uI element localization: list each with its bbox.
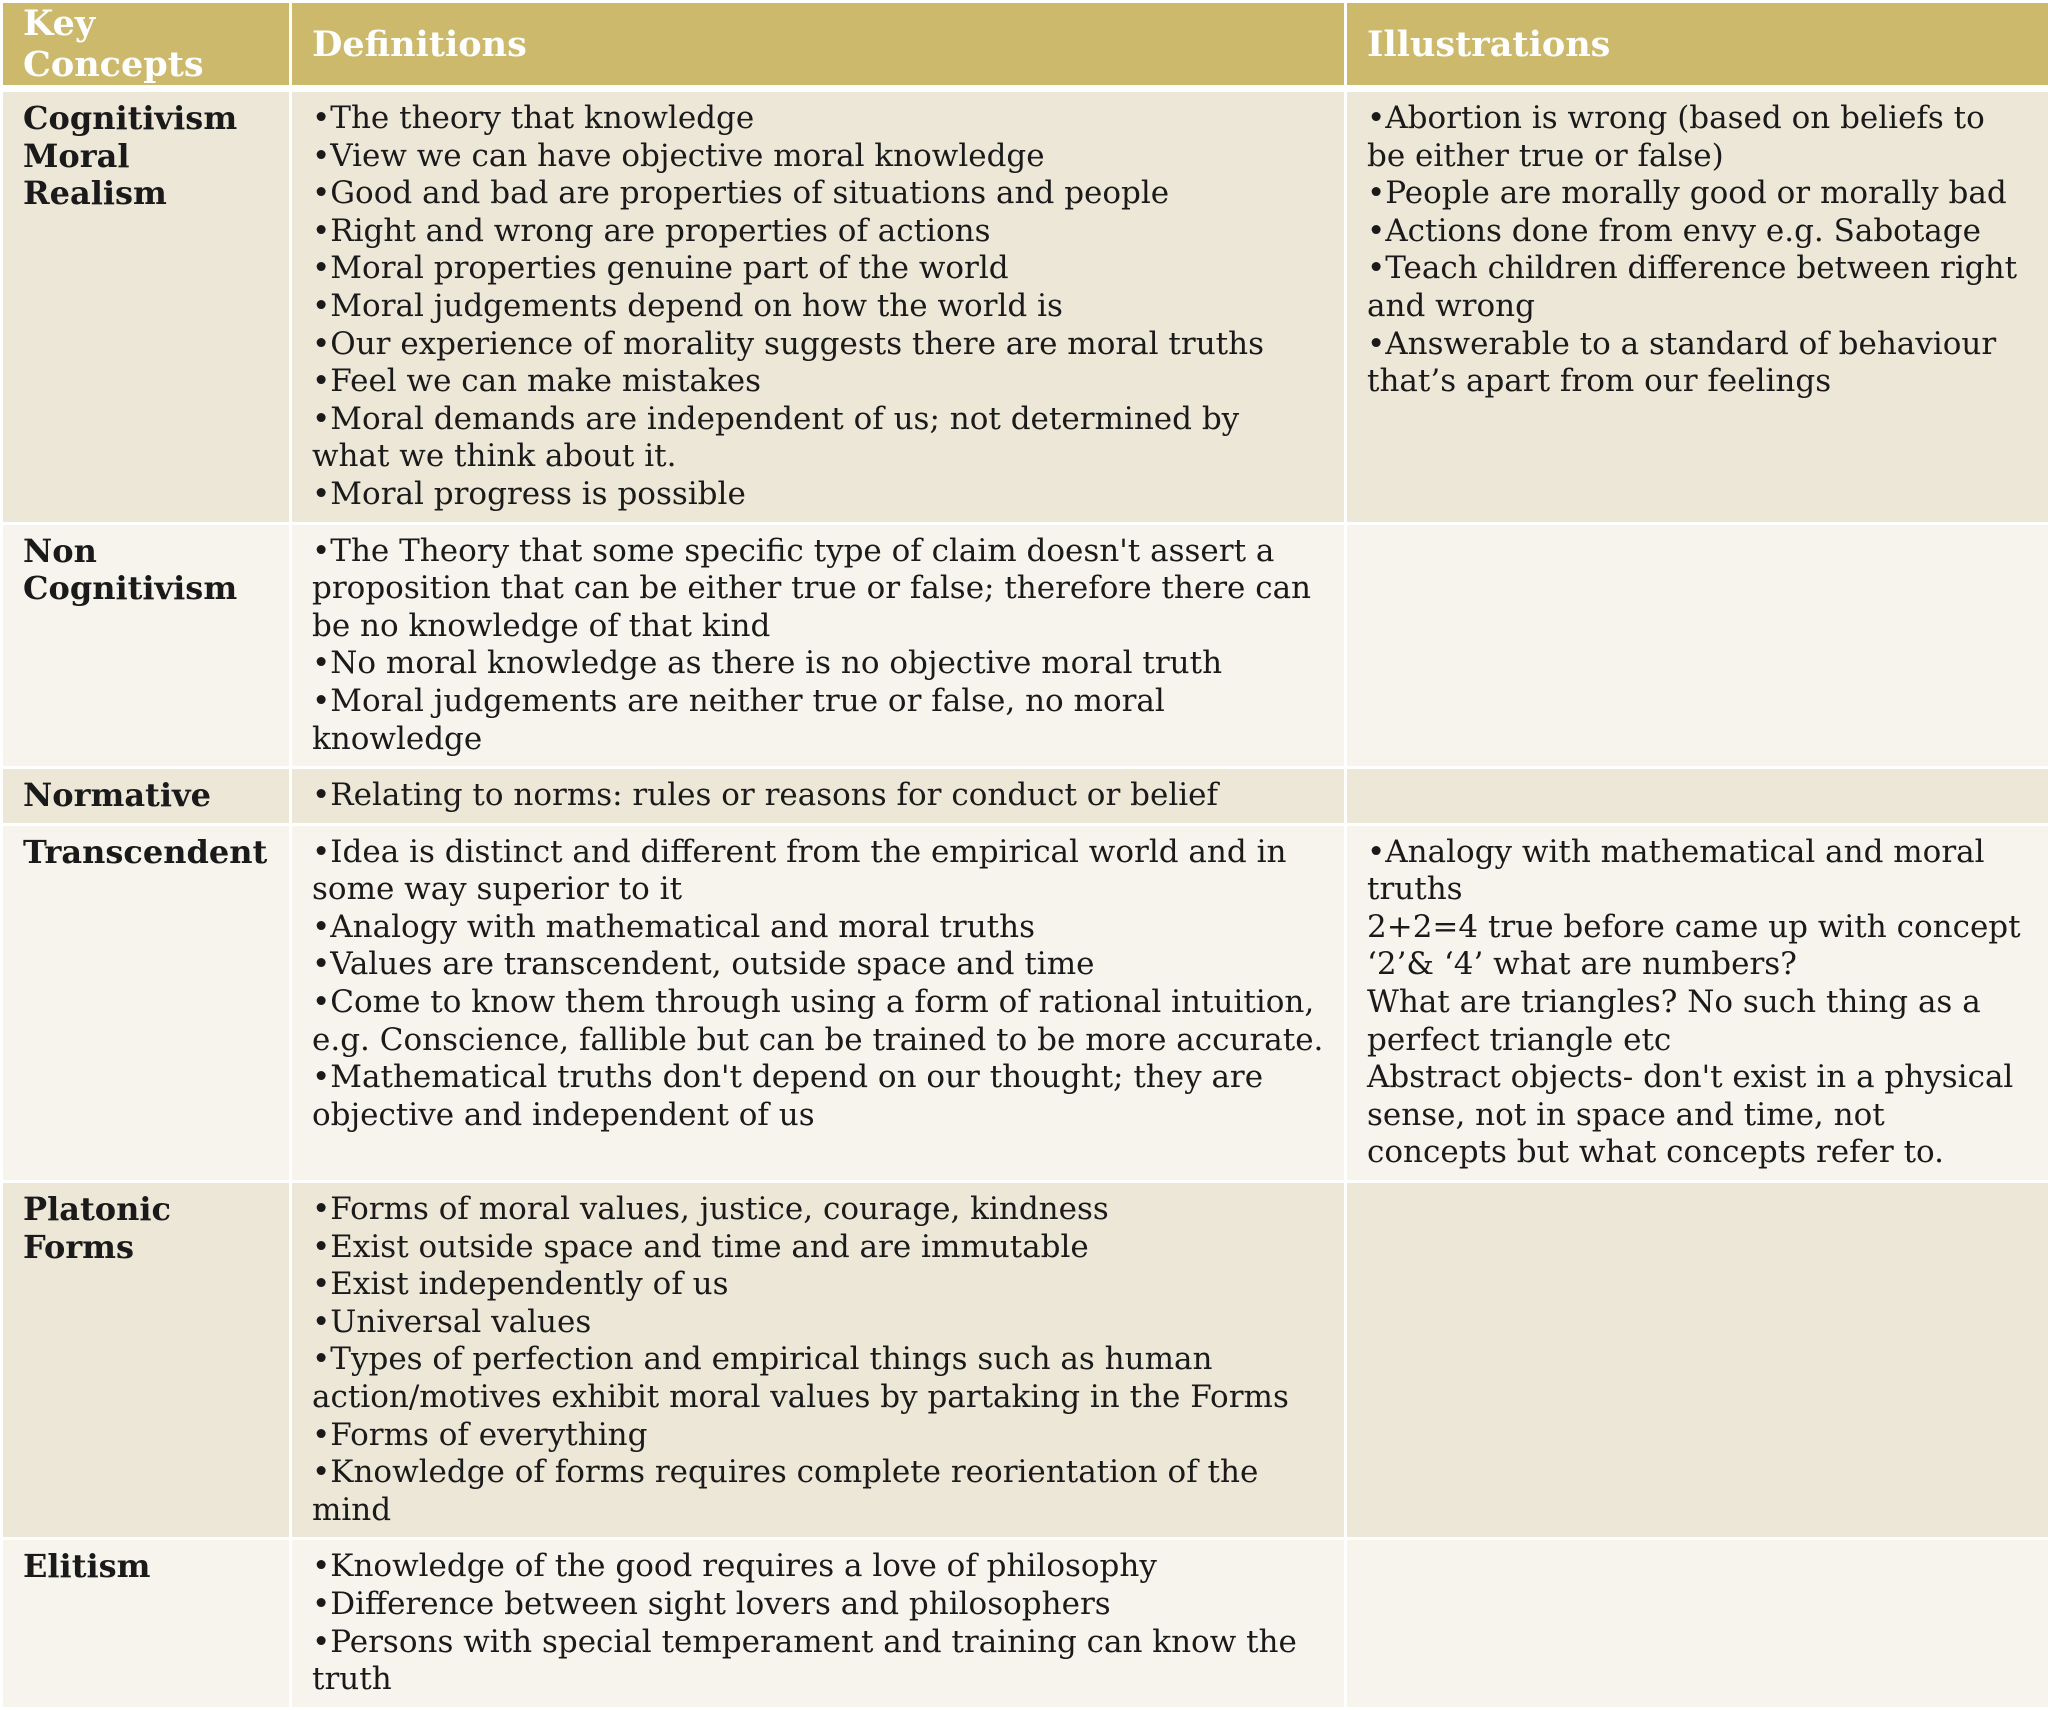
bullet-line: •People are morally good or morally bad: [1367, 175, 2028, 213]
bullet-line: 2+2=4 true before came up with concept ‘2’& ‘4’ what are numbers?: [1367, 909, 2028, 984]
definitions-cell: [291, 824, 1346, 1181]
bullet-line: •Abortion is wrong (based on beliefs to be either true or false): [1367, 100, 2028, 175]
illustrations-cell: [1346, 824, 2048, 1181]
bullet-line: •Teach children difference between right and wrong: [1367, 250, 2028, 325]
bullet-line: •Moral judgements depend on how the world is: [312, 288, 1324, 326]
bullet-line: •Come to know them through using a form of rational intuition, e.g. Conscience, fallible but can be trained to be more accurate.: [312, 984, 1324, 1059]
bullet-line: •No moral knowledge as there is no objective moral truth: [312, 645, 1324, 683]
concept-line: Cognitivism: [23, 100, 269, 138]
concept-cell: [2, 1182, 291, 1539]
bullet-line: •Forms of everything: [312, 1417, 1324, 1455]
bullet-line: •Actions done from envy e.g. Sabotage: [1367, 213, 2028, 251]
bullet-line: •Knowledge of the good requires a love of philosophy: [312, 1548, 1324, 1586]
bullet-line: Abstract objects- don't exist in a physical sense, not in space and time, not concepts but what concepts refer to.: [1367, 1059, 2028, 1172]
definitions-cell: [291, 523, 1346, 768]
bullet-line: •Analogy with mathematical and moral truths: [312, 909, 1324, 947]
bullet-line: •Moral demands are independent of us; not determined by what we think about it.: [312, 401, 1324, 476]
bullet-line: •Exist outside space and time and are immutable: [312, 1229, 1324, 1267]
bullet-line: •The Theory that some specific type of claim doesn't assert a proposition that can be either true or false; therefore there can be no knowledge of that kind: [312, 533, 1324, 646]
concept-line: Moral Realism: [23, 138, 269, 213]
bullet-line: •Types of perfection and empirical things such as human action/motives exhibit moral values by partaking in the Forms: [312, 1341, 1324, 1416]
concept-line: Elitism: [23, 1548, 269, 1586]
bullet-line: •Feel we can make mistakes: [312, 363, 1324, 401]
bullet-line: •Answerable to a standard of behaviour that’s apart from our feelings: [1367, 326, 2028, 401]
bullet-line: •Knowledge of forms requires complete reorientation of the mind: [312, 1454, 1324, 1529]
bullet-line: •Difference between sight lovers and philosophers: [312, 1586, 1324, 1624]
bullet-line: •Idea is distinct and different from the empirical world and in some way superior to it: [312, 834, 1324, 909]
illustrations-cell: [1346, 1539, 2048, 1708]
concept-cell: [2, 523, 291, 768]
illustrations-cell: [1346, 1182, 2048, 1539]
table-row: [2, 824, 2048, 1181]
illustrations-cell: [1346, 523, 2048, 768]
bullet-line: •Values are transcendent, outside space and time: [312, 946, 1324, 984]
bullet-line: •Analogy with mathematical and moral truths: [1367, 834, 2028, 909]
concept-line: Cognitivism: [23, 570, 269, 608]
bullet-line: •View we can have objective moral knowledge: [312, 138, 1324, 176]
definitions-cell: [291, 1182, 1346, 1539]
header-illustrations: Illustrations: [1346, 2, 2048, 89]
bullet-line: •Forms of moral values, justice, courage, kindness: [312, 1191, 1324, 1229]
table-row: [2, 768, 2048, 825]
bullet-line: •Good and bad are properties of situations and people: [312, 175, 1324, 213]
bullet-line: •Right and wrong are properties of actions: [312, 213, 1324, 251]
definitions-cell: [291, 768, 1346, 825]
bullet-line: •Mathematical truths don't depend on our thought; they are objective and independent of us: [312, 1059, 1324, 1134]
header-definitions: Definitions: [291, 2, 1346, 89]
bullet-line: •Moral progress is possible: [312, 476, 1324, 514]
bullet-line: •Moral properties genuine part of the world: [312, 250, 1324, 288]
illustrations-cell: [1346, 89, 2048, 524]
table-row: [2, 523, 2048, 768]
bullet-line: •Our experience of morality suggests there are moral truths: [312, 326, 1324, 364]
table-row: [2, 89, 2048, 524]
bullet-line: •Universal values: [312, 1304, 1324, 1342]
bullet-line: •Relating to norms: rules or reasons for conduct or belief: [312, 777, 1324, 815]
header-row: [2, 2, 2048, 89]
bullet-line: •Moral judgements are neither true or false, no moral knowledge: [312, 683, 1324, 758]
table-row: [2, 1539, 2048, 1708]
definitions-cell: [291, 89, 1346, 524]
bullet-line: •The theory that knowledge: [312, 100, 1324, 138]
concept-line: Non: [23, 533, 269, 571]
concept-line: Transcendent: [23, 834, 269, 872]
illustrations-cell: [1346, 768, 2048, 825]
table-row: [2, 1182, 2048, 1539]
table-body: [2, 89, 2048, 1709]
concept-line: Normative: [23, 777, 269, 815]
concept-cell: [2, 768, 291, 825]
concept-cell: [2, 824, 291, 1181]
definitions-cell: [291, 1539, 1346, 1708]
bullet-line: •Exist independently of us: [312, 1266, 1324, 1304]
header-key-concepts: Key Concepts: [2, 2, 291, 89]
concept-line: Platonic Forms: [23, 1191, 269, 1266]
concept-cell: [2, 1539, 291, 1708]
concept-cell: [2, 89, 291, 524]
bullet-line: •Persons with special temperament and training can know the truth: [312, 1624, 1324, 1699]
bullet-line: What are triangles? No such thing as a perfect triangle etc: [1367, 984, 2028, 1059]
